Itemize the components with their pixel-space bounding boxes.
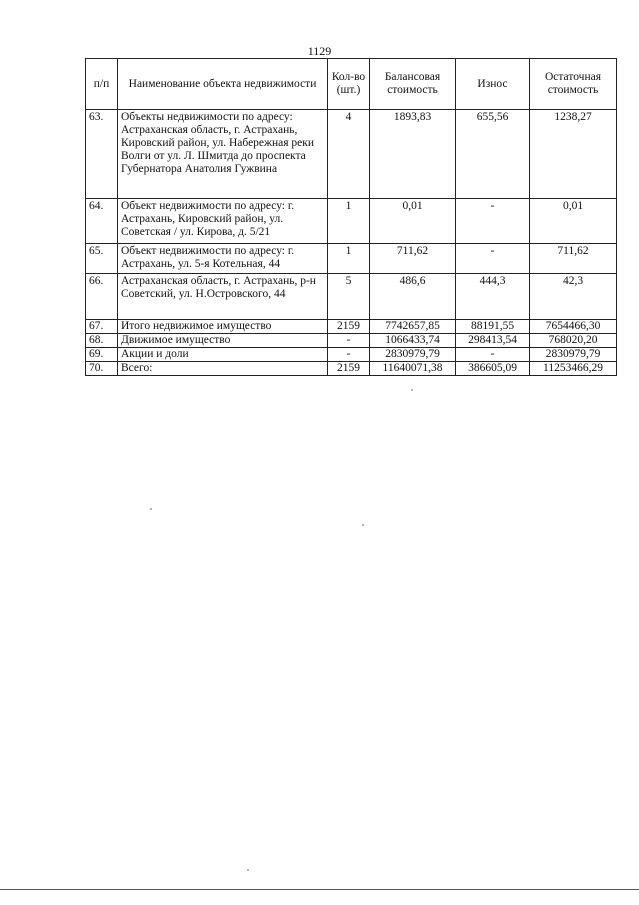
row-num: 63. [86,110,118,199]
row-num: 66. [86,274,118,320]
row-name: Объект недвижимости по адресу: г. Астрахань, Кировский район, ул. Советская / ул. Кирова, д. 5/21 [118,199,328,244]
row-qty: 2159 [328,362,370,376]
row-residual: 768020,20 [530,334,617,348]
row-residual: 1238,27 [530,110,617,199]
row-num: 69. [86,348,118,362]
row-name: Объект недвижимости по адресу: г. Астрахань, ул. 5-я Котельная, 44 [118,244,328,274]
table-row [86,110,617,199]
row-num: 67. [86,320,118,334]
row-name: Итого недвижимое имущество [118,320,328,334]
row-qty: - [328,334,370,348]
table-row [86,199,617,244]
header-balance: Балансовая стоимость [370,59,456,110]
table-row [86,244,617,274]
row-qty: 2159 [328,320,370,334]
header-num: п/п [86,59,118,110]
row-wear: - [456,244,530,274]
row-wear: - [456,348,530,362]
table-row [86,334,617,348]
row-qty: 5 [328,274,370,320]
row-num: 70. [86,362,118,376]
row-name: Всего: [118,362,328,376]
row-qty: 1 [328,199,370,244]
row-name: Астраханская область, г. Астрахань, р-н Советский, ул. Н.Островского, 44 [118,274,328,320]
row-residual: 7654466,30 [530,320,617,334]
row-residual: 42,3 [530,274,617,320]
scan-speck [247,869,249,871]
row-wear: 88191,55 [456,320,530,334]
row-num: 65. [86,244,118,274]
table-row [86,274,617,320]
row-balance: 486,6 [370,274,456,320]
row-num: 68. [86,334,118,348]
row-name: Объекты недвижимости по адресу: Астраханская область, г. Астрахань, Кировский район, ул. Набережная реки Волги от ул. Л. Шмитда до проспекта Губернатора Анатолия Гужвина [118,110,328,199]
assets-table [85,58,617,376]
row-name: Акции и доли [118,348,328,362]
row-residual: 11253466,29 [530,362,617,376]
row-balance: 0,01 [370,199,456,244]
page-number: 1129 [307,44,332,58]
row-qty: 1 [328,244,370,274]
row-balance: 11640071,38 [370,362,456,376]
row-wear: - [456,199,530,244]
scan-speck [362,524,364,526]
row-balance: 1066433,74 [370,334,456,348]
scan-speck [411,389,413,391]
header-residual: Остаточная стоимость [530,59,617,110]
row-residual: 711,62 [530,244,617,274]
header-wear: Износ [456,59,530,110]
row-qty: - [328,348,370,362]
row-name: Движимое имущество [118,334,328,348]
table-header-row [86,59,617,110]
header-name: Наименование объекта недвижимости [118,59,328,110]
row-balance: 2830979,79 [370,348,456,362]
scan-edge-line [0,889,639,890]
row-wear: 444,3 [456,274,530,320]
row-residual: 0,01 [530,199,617,244]
row-residual: 2830979,79 [530,348,617,362]
table-row [86,362,617,376]
row-qty: 4 [328,110,370,199]
row-num: 64. [86,199,118,244]
header-qty: Кол-во (шт.) [328,59,370,110]
row-balance: 711,62 [370,244,456,274]
scan-speck [150,508,152,510]
row-wear: 386605,09 [456,362,530,376]
table-row [86,320,617,334]
row-balance: 7742657,85 [370,320,456,334]
table-row [86,348,617,362]
row-balance: 1893,83 [370,110,456,199]
row-wear: 298413,54 [456,334,530,348]
row-wear: 655,56 [456,110,530,199]
